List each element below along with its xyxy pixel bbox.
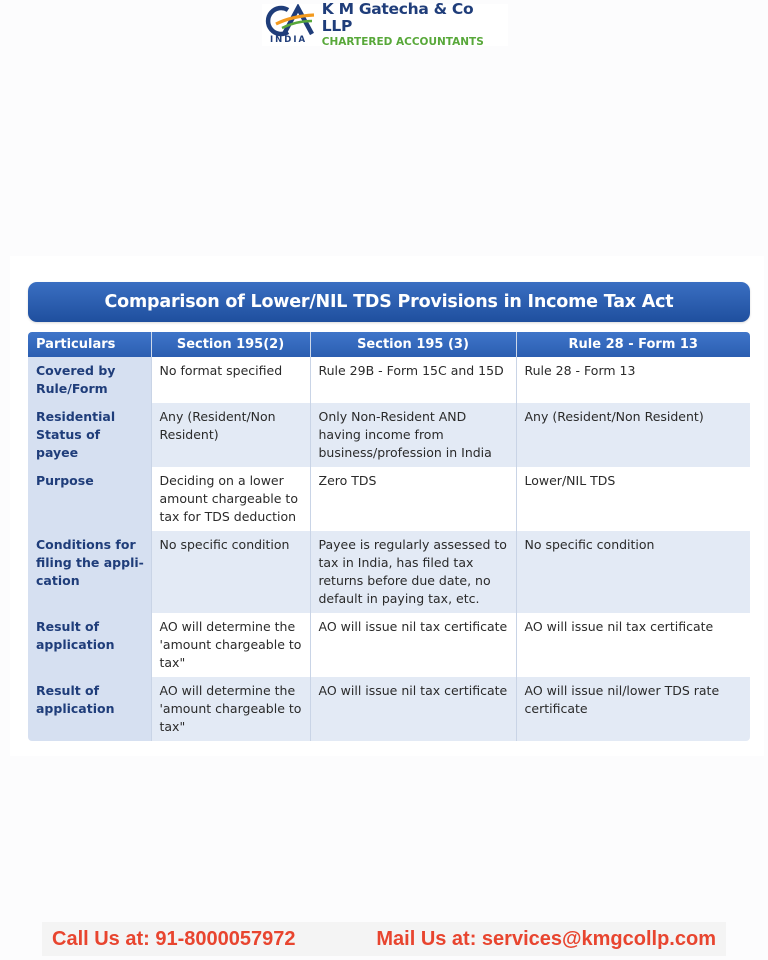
table-row — [28, 613, 750, 677]
table-cell: Zero TDS — [310, 467, 516, 531]
table-cell: Any (Resident/Non Resident) — [151, 403, 310, 467]
table-cell: AO will issue nil tax certificate — [516, 613, 750, 677]
header-section-195-2: Section 195(2) — [151, 332, 310, 357]
table-row — [28, 357, 750, 403]
row-label: Result of application — [28, 613, 151, 677]
table-cell: Payee is regularly assessed to tax in India, has filed tax returns before due date, no default in paying tax, etc. — [310, 531, 516, 613]
table-cell: AO will determine the 'amount chargeable to tax" — [151, 677, 310, 741]
header-section-195-3: Section 195 (3) — [310, 332, 516, 357]
table-cell: Rule 29B - Form 15C and 15D — [310, 357, 516, 403]
row-label: Result of application — [28, 677, 151, 741]
contact-footer — [42, 922, 726, 956]
call-us-link[interactable]: Call Us at: 91-8000057972 — [52, 927, 296, 950]
row-label: Residential Status of payee — [28, 403, 151, 467]
firm-logo — [262, 0, 508, 49]
table-cell: Lower/NIL TDS — [516, 467, 750, 531]
logo-india-text: INDIA — [270, 35, 308, 45]
table-cell: Deciding on a lower amount chargeable to tax for TDS deduction — [151, 467, 310, 531]
header-particulars: Particulars — [28, 332, 151, 357]
table-cell: AO will determine the 'amount chargeable to tax" — [151, 613, 310, 677]
firm-tagline: CHARTERED ACCOUNTANTS — [321, 36, 484, 49]
row-label: Conditions for filing the appli-cation — [28, 531, 151, 613]
table-cell: Any (Resident/Non Resident) — [516, 403, 750, 467]
table-cell: AO will issue nil/lower TDS rate certificate — [516, 677, 750, 741]
table-cell: AO will issue nil tax certificate — [310, 677, 516, 741]
table-cell: No specific condition — [151, 531, 310, 613]
table-header-row — [28, 332, 750, 357]
table-cell: AO will issue nil tax certificate — [310, 613, 516, 677]
table-cell: No format specified — [151, 357, 310, 403]
comparison-table — [28, 332, 750, 741]
ca-india-logo-icon — [262, 4, 320, 46]
table-cell: Rule 28 - Form 13 — [516, 357, 750, 403]
table-cell: Only Non-Resident AND having income from business/profession in India — [310, 403, 516, 467]
row-label: Purpose — [28, 467, 151, 531]
mail-us-link[interactable]: Mail Us at: services@kmgcollp.com — [376, 927, 716, 950]
comparison-card — [10, 256, 764, 756]
row-label: Covered by Rule/Form — [28, 357, 151, 403]
page-title: Comparison of Lower/NIL TDS Provisions in Income Tax Act — [28, 282, 750, 322]
firm-name: K M Gatecha & Co LLP — [321, 0, 474, 36]
table-row — [28, 677, 750, 741]
table-row — [28, 403, 750, 467]
table-cell: No specific condition — [516, 531, 750, 613]
table-row — [28, 467, 750, 531]
header-rule-28: Rule 28 - Form 13 — [516, 332, 750, 357]
table-row — [28, 531, 750, 613]
